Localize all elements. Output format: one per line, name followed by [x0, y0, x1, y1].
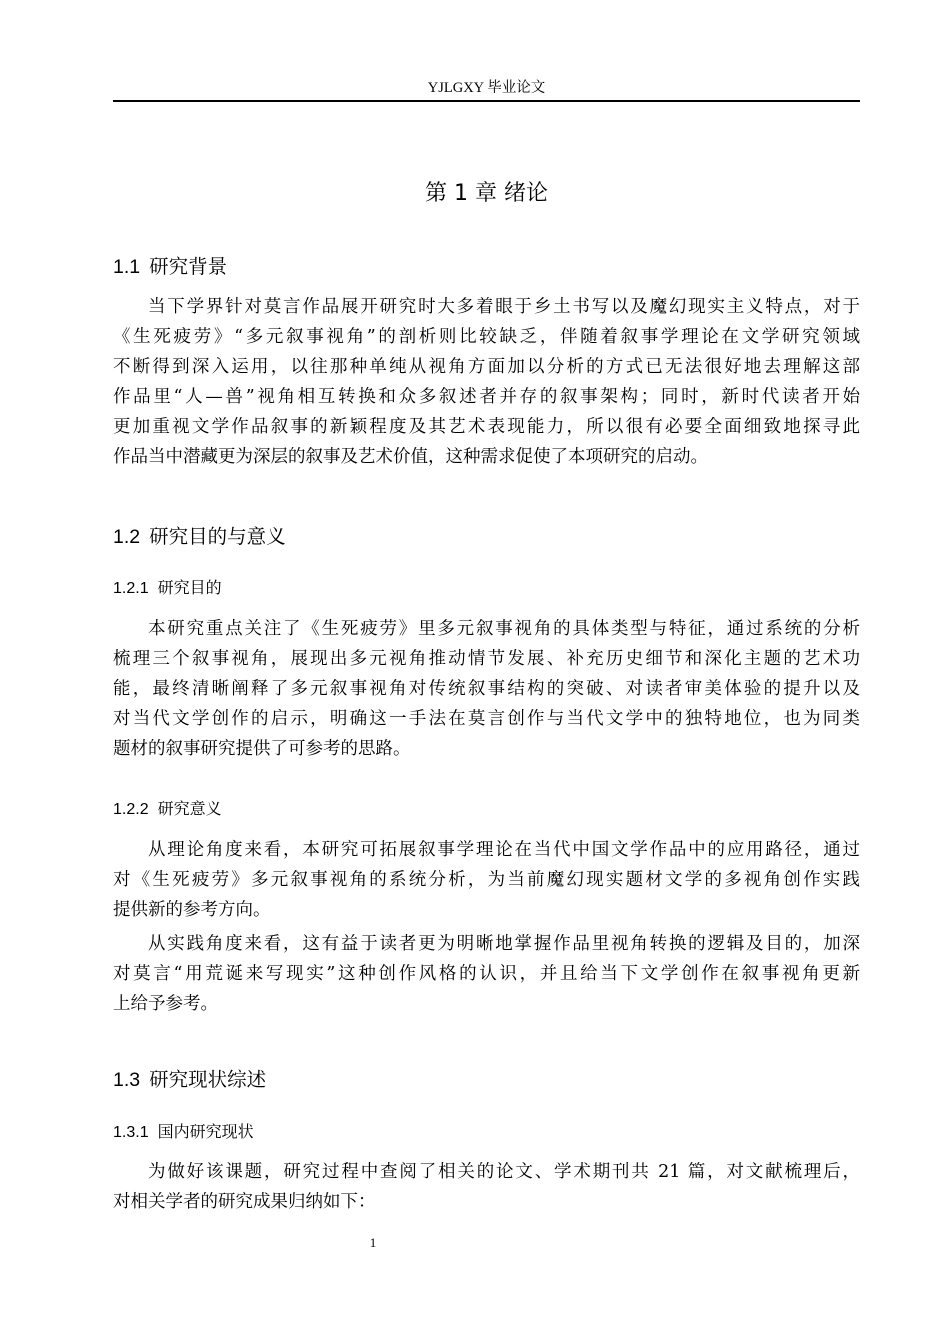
paragraph-line: 对相关学者的研究成果归纳如下： [113, 1192, 376, 1212]
paragraph-line: 从理论角度来看，本研究可拓展叙事学理论在当代中国文学作品中的应用路径，通过 [148, 840, 860, 860]
section-heading-1-1 [113, 253, 227, 281]
paragraph-line: 当下学界针对莫言作品展开研究时大多着眼于乡土书写以及魔幻现实主义特点，对于 [148, 297, 860, 317]
header-rule [113, 100, 860, 102]
section-number: 1.1 [113, 256, 141, 278]
subsection-number: 1.3.1 [113, 1124, 149, 1141]
running-header: YJLGXY 毕业论文 [427, 80, 546, 96]
paragraph-line: 从实践角度来看，这有益于读者更为明晰地掌握作品里视角转换的逻辑及目的，加深 [148, 934, 860, 954]
paragraph-research-purpose [113, 614, 860, 764]
section-title: 研究目的与意义 [149, 525, 286, 548]
paragraph-line: 本研究重点关注了《生死疲劳》里多元叙事视角的具体类型与特征，通过系统的分析 [148, 619, 860, 639]
page-number: 1 [369, 1235, 377, 1250]
paragraph-line: 上给予参考。 [113, 994, 218, 1014]
paragraph-line: 对莫言“用荒诞来写现实”这种创作风格的认识，并且给当下文学创作在叙事视角更新 [113, 964, 860, 984]
paragraph-line: 题材的叙事研究提供了可参考的思路。 [113, 739, 411, 759]
subsection-heading-1-2-1 [113, 576, 222, 601]
subsection-heading-1-2-2 [113, 797, 222, 822]
paragraph-line: 不断得到深入运用，以往那种单纯从视角方面加以分析的方式已无法很好地去理解这部 [113, 357, 860, 377]
paragraph-line: 更加重视文学作品叙事的新颖程度及其艺术表现能力，所以很有必要全面细致地探寻此 [113, 417, 860, 437]
subsection-number: 1.2.1 [113, 580, 149, 597]
paragraph-line: 《生死疲劳》“多元叙事视角”的剖析则比较缺乏，伴随着叙事学理论在文学研究领域 [113, 327, 860, 347]
paragraph-line: 为做好该课题，研究过程中查阅了相关的论文、学术期刊共 21 篇，对文献梳理后， [148, 1162, 860, 1182]
subsection-title: 研究意义 [157, 799, 222, 818]
subsection-number: 1.2.2 [113, 801, 149, 818]
section-heading-1-2 [113, 523, 286, 551]
subsection-title: 研究目的 [157, 578, 222, 597]
subsection-title: 国内研究现状 [157, 1122, 254, 1141]
paragraph-domestic-research [113, 1157, 860, 1217]
section-title: 研究背景 [149, 255, 228, 278]
paragraph-line: 梳理三个叙事视角，展现出多元视角推动情节发展、补充历史细节和深化主题的艺术功 [113, 649, 860, 669]
paragraph-line: 对《生死疲劳》多元叙事视角的系统分析，为当前魔幻现实题材文学的多视角创作实践 [113, 870, 860, 890]
paragraph-line: 作品里“人—兽”视角相互转换和众多叙述者并存的叙事架构；同时，新时代读者开始 [113, 387, 860, 407]
chapter-title: 第 1 章 绪论 [425, 181, 548, 206]
paragraph-theoretical-significance [113, 835, 860, 925]
paragraph-line: 提供新的参考方向。 [113, 900, 271, 920]
section-number: 1.2 [113, 526, 141, 548]
paragraph-research-background [113, 292, 860, 472]
subsection-heading-1-3-1 [113, 1120, 254, 1145]
section-number: 1.3 [113, 1069, 141, 1091]
paragraph-line: 作品当中潜藏更为深层的叙事及艺术价值，这种需求促使了本项研究的启动。 [113, 447, 708, 467]
section-heading-1-3 [113, 1066, 266, 1094]
paragraph-line: 能，最终清晰阐释了多元叙事视角对传统叙事结构的突破、对读者审美体验的提升以及 [113, 679, 860, 699]
paragraph-line: 对当代文学创作的启示，明确这一手法在莫言创作与当代文学中的独特地位，也为同类 [113, 709, 860, 729]
paragraph-practical-significance [113, 929, 860, 1019]
section-title: 研究现状综述 [149, 1068, 267, 1091]
